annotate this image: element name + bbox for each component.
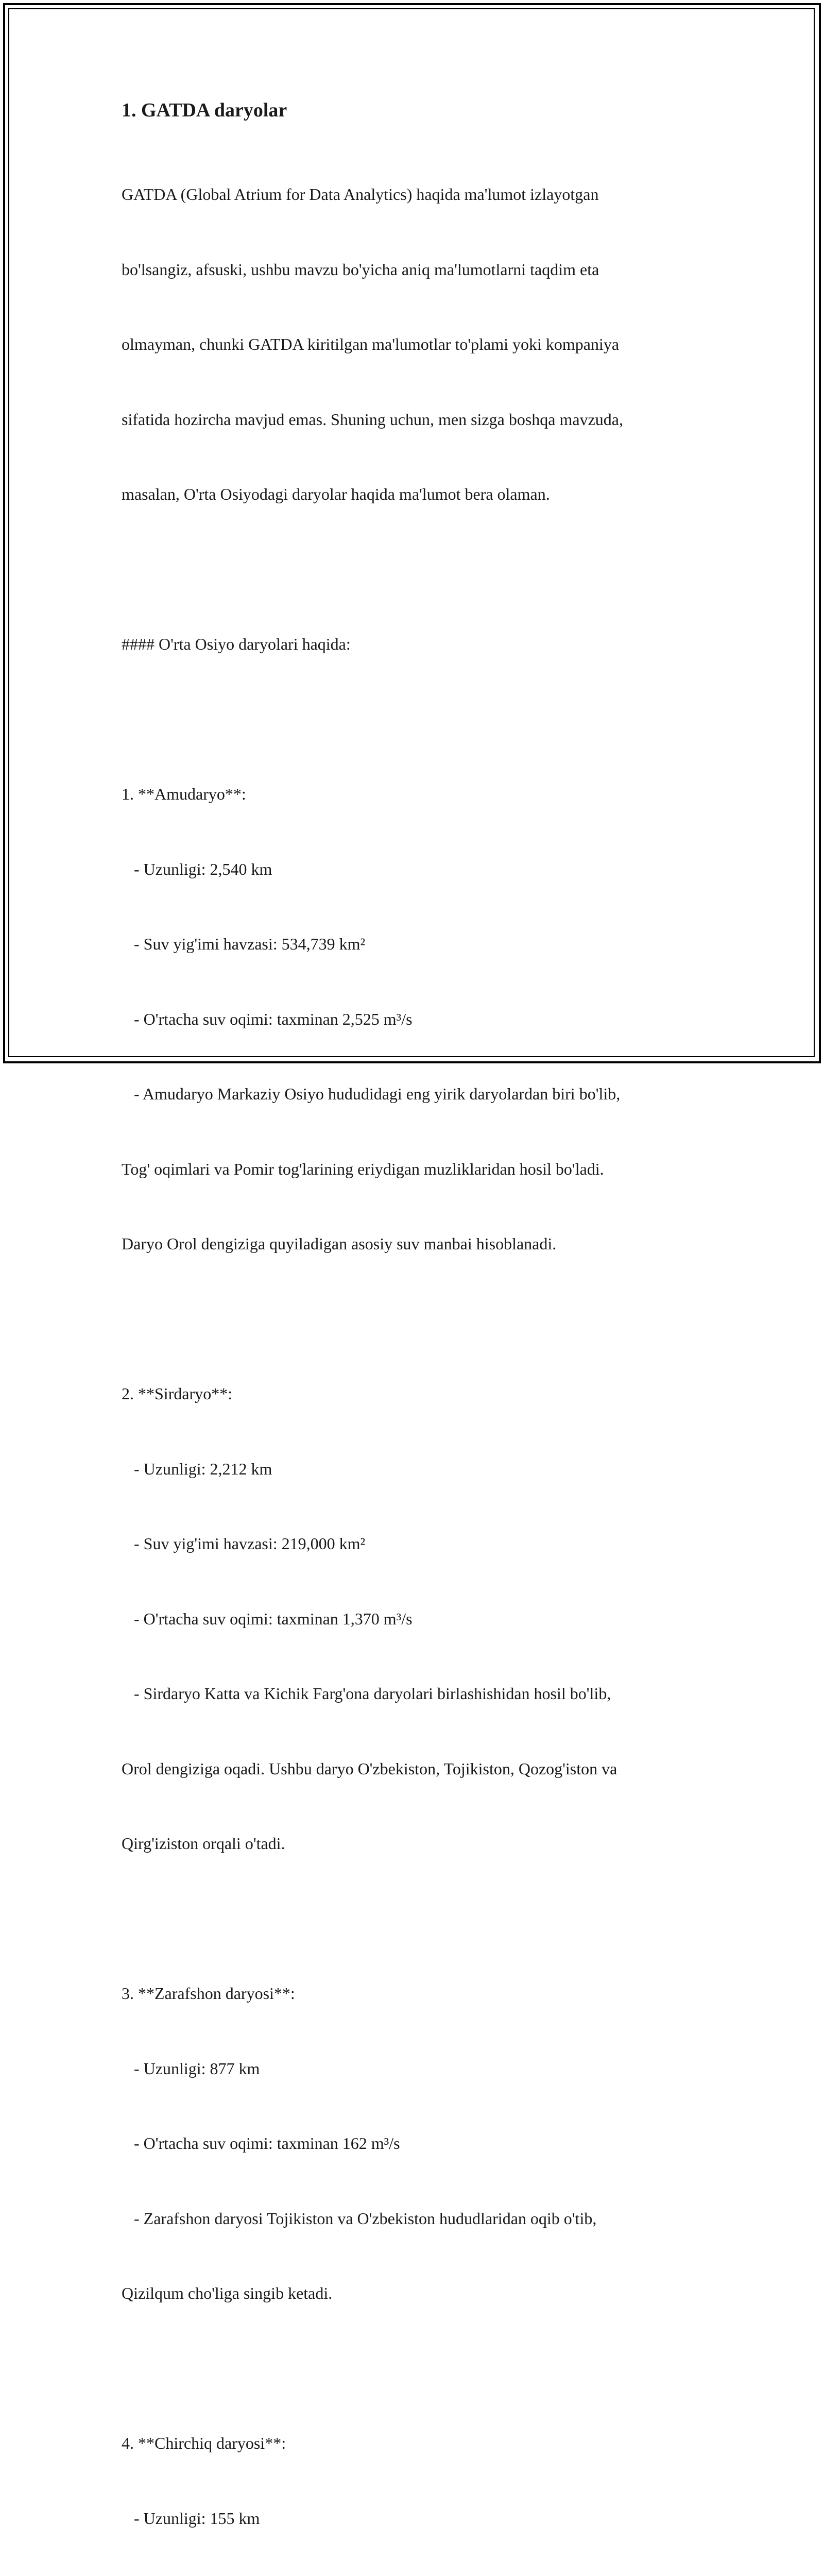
text-line: - Suv yig'imi havzasi: 534,739 km² xyxy=(122,935,366,953)
text-line: Daryo Orol dengiziga quyiladigan asosiy suv manbai hisoblanadi. xyxy=(122,1234,557,1253)
text-line: #### O'rta Osiyo daryolari haqida: xyxy=(122,635,351,653)
text-line: sifatida hozircha mavjud emas. Shuning uchun, men sizga boshqa mavzuda, xyxy=(122,410,623,429)
document-content xyxy=(122,96,714,2576)
text-line xyxy=(122,2356,714,2381)
text-line: - Amudaryo Markaziy Osiyo hududidagi eng yirik daryolardan biri bo'lib, xyxy=(122,1084,621,1103)
text-line xyxy=(122,1906,714,1931)
text-line: 3. **Zarafshon daryosi**: xyxy=(122,1984,295,2003)
text-line: - O'rtacha suv oqimi: taxminan 2,525 m³/s xyxy=(122,1009,413,1028)
text-line: bo'lsangiz, afsuski, ushbu mavzu bo'yicha aniq ma'lumotlarni taqdim eta xyxy=(122,260,599,279)
text-line: - Suv yig'imi havzasi: 219,000 km² xyxy=(122,1534,366,1553)
text-line: Orol dengiziga oqadi. Ushbu daryo O'zbekiston, Tojikiston, Qozog'iston va xyxy=(122,1759,617,1778)
text-line: - Zarafshon daryosi Tojikiston va O'zbekiston hududlaridan oqib o'tib, xyxy=(122,2209,597,2228)
text-line xyxy=(122,557,714,582)
text-line: - O'rtacha suv oqimi: taxminan 162 m³/s xyxy=(122,2134,400,2153)
document-heading: 1. GATDA daryolar xyxy=(122,99,287,121)
text-line: masalan, O'rta Osiyodagi daryolar haqida ma'lumot bera olaman. xyxy=(122,485,550,503)
text-line: 4. **Chirchiq daryosi**: xyxy=(122,2434,286,2452)
text-line xyxy=(122,707,714,732)
document-body xyxy=(122,132,714,2576)
text-line: Tog' oqimlari va Pomir tog'larining eriydigan muzliklaridan hosil bo'ladi. xyxy=(122,1159,604,1178)
text-line: - O'rtacha suv oqimi: taxminan 1,370 m³/s xyxy=(122,1609,413,1628)
text-line: - Uzunligi: 2,540 km xyxy=(122,859,272,878)
text-line xyxy=(122,1307,714,1332)
text-line: - Sirdaryo Katta va Kichik Farg'ona daryolari birlashishidan hosil bo'lib, xyxy=(122,1684,611,1703)
text-line: Qizilqum cho'liga singib ketadi. xyxy=(122,2284,333,2302)
text-line: - Uzunligi: 2,212 km xyxy=(122,1459,272,1478)
text-line: 1. **Amudaryo**: xyxy=(122,785,246,803)
text-line: Qirg'iziston orqali o'tadi. xyxy=(122,1834,285,1853)
text-line: 2. **Sirdaryo**: xyxy=(122,1384,233,1403)
text-line: olmayman, chunki GATDA kiritilgan ma'lumotlar to'plami yoki kompaniya xyxy=(122,335,620,353)
text-line: GATDA (Global Atrium for Data Analytics) haqida ma'lumot izlayotgan xyxy=(122,185,599,204)
text-line: - Uzunligi: 155 km xyxy=(122,2509,260,2528)
text-line: - Uzunligi: 877 km xyxy=(122,2059,260,2078)
